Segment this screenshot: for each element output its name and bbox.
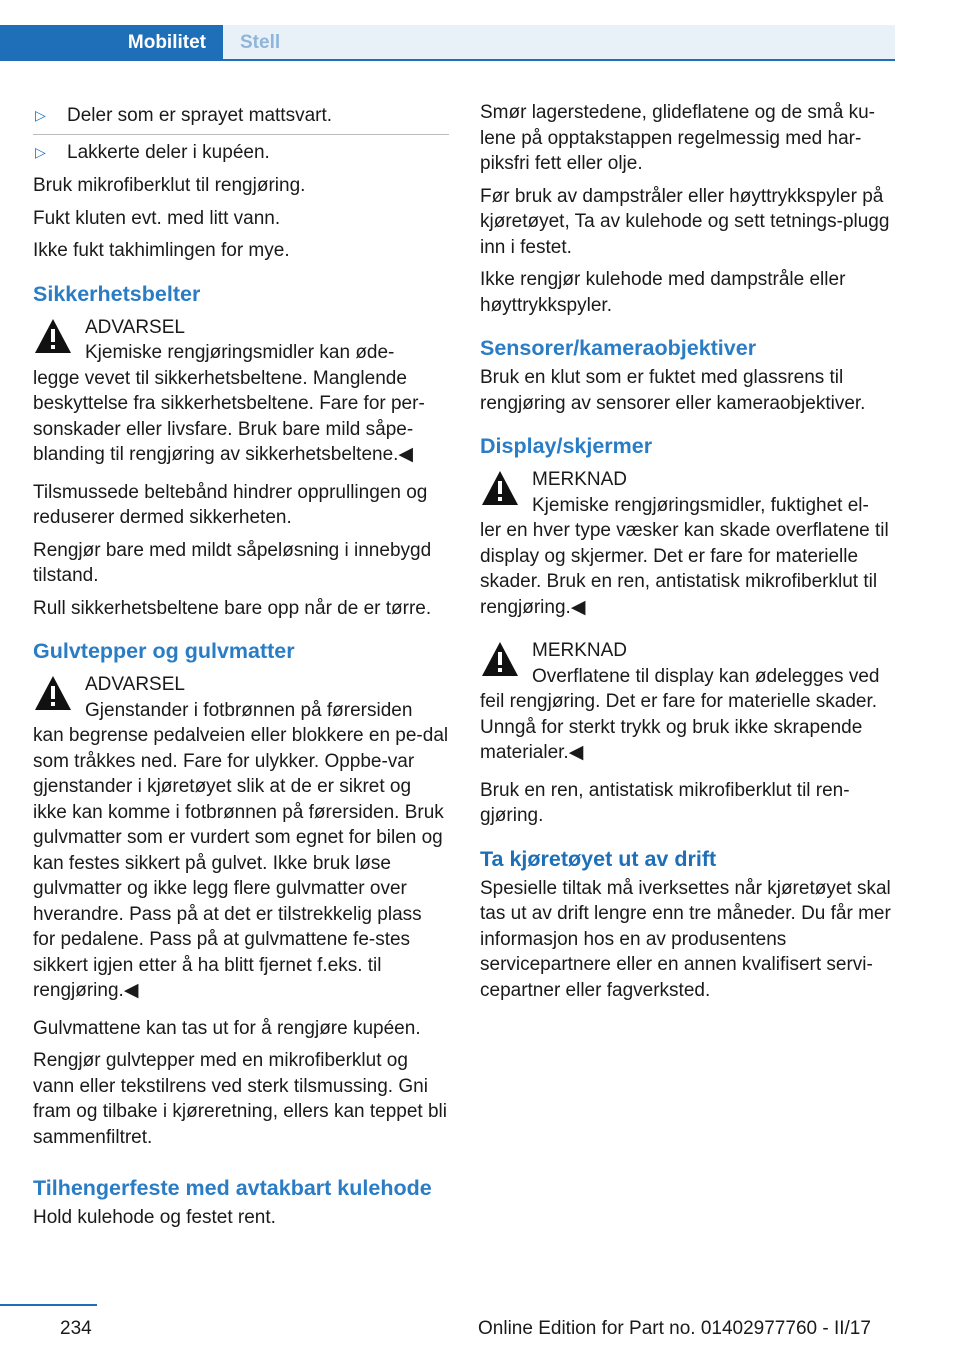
paragraph: Hold kulehode og festet rent. xyxy=(33,1207,276,1228)
paragraph: Bruk en ren, antistatisk mikrofiberklut til ren-gjøring. xyxy=(480,779,850,826)
header-tabs xyxy=(0,25,895,61)
section-heading-belts: Sikkerhetsbelter xyxy=(33,281,201,306)
caution-note xyxy=(480,638,896,766)
left-column xyxy=(33,100,449,1238)
section-heading-display: Display/skjermer xyxy=(480,434,653,458)
section-heading-mats: Gulvtepper og gulvmatter xyxy=(33,639,295,663)
tab-stell[interactable]: Stell xyxy=(223,25,895,61)
paragraph: Ikke fukt takhimlingen for mye. xyxy=(33,240,290,261)
divider xyxy=(33,134,449,135)
warning-title: ADVARSEL xyxy=(85,316,185,338)
warning-text: Kjemiske rengjøringsmidler kan øde- xyxy=(85,342,395,363)
warning-note xyxy=(33,315,449,468)
paragraph: Bruk mikrofiberklut til rengjøring. xyxy=(33,175,306,196)
caution-text: ler en hver type væsker kan skade overflatene til display og skjermer. Det er fare for materielle skader. Bruk en ren, antistatisk mikrofiberklut til rengjøring.◀ xyxy=(480,520,889,618)
list-item: ▷ Lakkerte deler i kupéen. xyxy=(33,137,449,169)
section-heading-storage: Ta kjøretøyet ut av drift xyxy=(480,846,717,871)
caution-text: feil rengjøring. Det er fare for materielle skader. Unngå for sterkt trykk og bruk ikke skrapende materialer.◀ xyxy=(480,691,878,763)
paragraph: Rull sikkerhetsbeltene bare opp når de er tørre. xyxy=(33,597,432,619)
triangle-right-icon: ▷ xyxy=(35,143,46,160)
paragraph: Fukt kluten evt. med litt vann. xyxy=(33,207,281,229)
warning-title: ADVARSEL xyxy=(85,674,185,695)
footer-rule xyxy=(0,1304,97,1306)
caution-title: MERKNAD xyxy=(532,469,628,490)
warning-triangle-icon xyxy=(480,469,520,507)
warning-text: legge vevet til sikkerhetsbeltene. Manglende beskyttelse fra sikkerhetsbeltene. Fare for per-sonskader eller livsfare. Bruk bare mild såpe-blanding til rengjøring av sikkerhetsbeltene.◀ xyxy=(33,367,425,465)
triangle-right-icon: ▷ xyxy=(35,107,46,123)
list-item: ▷ Deler som er sprayet mattsvart. xyxy=(33,100,449,132)
caution-text: Kjemiske rengjøringsmidler, fuktighet el- xyxy=(532,494,869,516)
section-heading-sensors: Sensorer/kameraobjektiver xyxy=(480,336,757,360)
warning-note xyxy=(33,672,449,1004)
edition-note: Online Edition for Part no. 01402977760 - II/17 xyxy=(478,1318,871,1339)
right-column xyxy=(480,100,896,1010)
warning-triangle-icon xyxy=(33,317,73,355)
page-number: 234 xyxy=(60,1318,92,1339)
warning-text: Gjenstander i fotbrønnen på førersiden xyxy=(85,699,413,721)
paragraph: Tilsmussede beltebånd hindrer opprullingen og reduserer dermed sikkerheten. xyxy=(33,481,428,528)
caution-note xyxy=(480,467,896,620)
caution-text: Overflatene til display kan ødelegges ved xyxy=(532,665,880,687)
paragraph: Før bruk av dampstråler eller høyttrykkspyler på kjøretøyet, Ta av kulehode og sett tetnings-plugg inn i festet. xyxy=(480,185,890,258)
caution-title: MERKNAD xyxy=(532,640,628,661)
header-rule xyxy=(0,59,895,61)
paragraph: Smør lagerstedene, glideflatene og de små ku-lene på opptakstappen regelmessig med har-piksfri fett eller olje. xyxy=(480,102,875,174)
warning-text: kan begrense pedalveien eller blokkere en pe-dal som tråkkes ned. Fare for ulykker. Oppbe-var gjenstander i kjøretøyet slik at de er sikret og ikke kan komme i fotbrønnen på førersiden. Bruk gulvmatter som er vurdert som egnet for bilen og kan festes sikkert på gulvet. Ikke bruk løse gulvmatter og ikke legg flere gulvmatter over hverandre. Pass på at det er tilstrekkelig plass for pedalene. Pass på at gulvmattene fe-stes sikkert igjen etter å ha blitt fjernet f.eks. til rengjøring.◀ xyxy=(33,725,449,1001)
paragraph: Bruk en klut som er fuktet med glassrens til rengjøring av sensorer eller kameraobjektiver. xyxy=(480,367,866,414)
warning-triangle-icon xyxy=(480,640,520,678)
tab-mobilitet[interactable]: Mobilitet xyxy=(0,25,223,61)
paragraph: Rengjør gulvtepper med en mikrofiberklut og vann eller tekstilrens ved sterk tilsmussing. Gni fram og tilbake i kjøreretning, ellers kan teppet bli sammenfiltret. xyxy=(33,1050,447,1148)
paragraph: Ikke rengjør kulehode med dampstråle eller høyttrykkspyler. xyxy=(480,269,846,316)
section-heading-hitch: Tilhengerfeste med avtakbart kulehode xyxy=(33,1176,432,1200)
paragraph: Spesielle tiltak må iverksettes når kjøretøyet skal tas ut av drift lengre enn tre måneder. Du får mer informasjon hos en av produsentens servicepartnere eller en annen kvalifisert servi-cepartner eller fagverksted. xyxy=(480,877,891,1001)
warning-triangle-icon xyxy=(33,674,73,712)
paragraph: Rengjør bare med mildt såpeløsning i innebygd tilstand. xyxy=(33,539,432,586)
paragraph: Gulvmattene kan tas ut for å rengjøre kupéen. xyxy=(33,1017,421,1039)
